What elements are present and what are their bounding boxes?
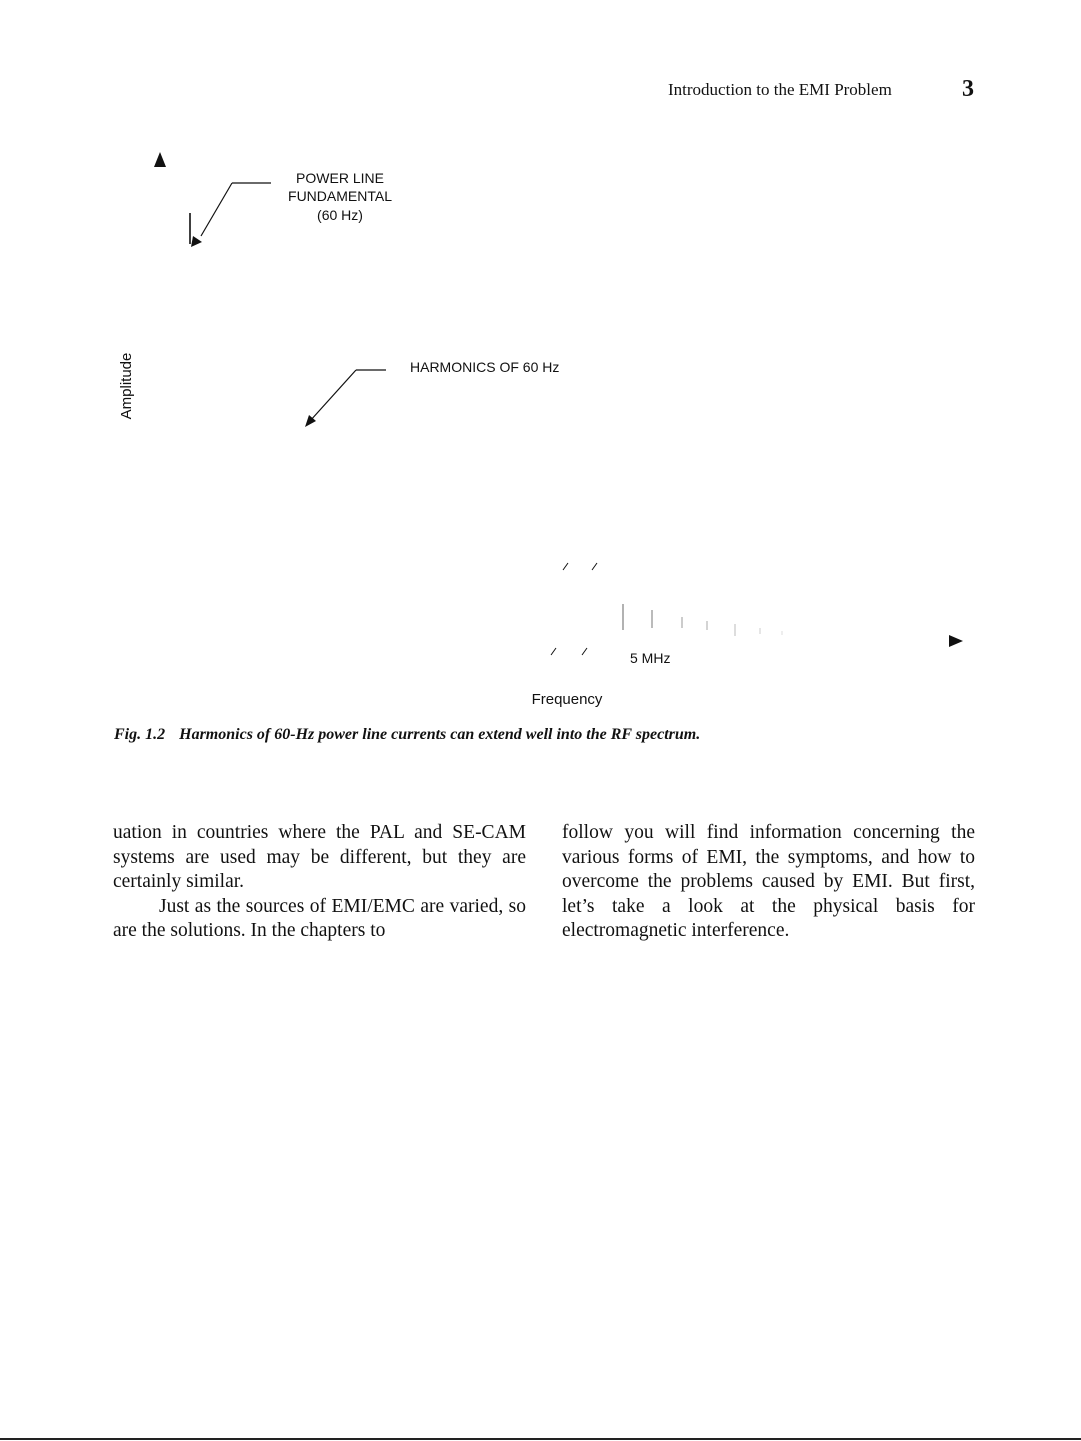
page-number: 3 <box>962 76 974 102</box>
harmonic-spectral-lines <box>623 604 782 636</box>
y-axis-arrowhead <box>154 152 166 167</box>
harmonics-label: HARMONICS OF 60 Hz <box>410 359 560 375</box>
left-text-column <box>113 821 526 944</box>
x-axis-arrowhead <box>949 635 963 647</box>
left-paragraph-2: Just as the sources of EMI/EMC are varied, so are the solutions. In the chapters to <box>113 895 526 941</box>
left-paragraph-1: uation in countries where the PAL and SE-CAM systems are used may be different, but they are certainly similar. <box>113 822 526 892</box>
right-text-column <box>562 821 975 944</box>
figure-caption <box>114 726 700 744</box>
fundamental-callout <box>190 170 392 247</box>
frequency-tick-label: 5 MHz <box>630 650 671 666</box>
figure-caption-text: Harmonics of 60-Hz power line currents can extend well into the RF spectrum. <box>179 726 701 743</box>
fundamental-label-line-3: (60 Hz) <box>317 207 363 223</box>
fundamental-label-line-1: POWER LINE <box>296 170 384 186</box>
axis-break-marks <box>551 563 597 655</box>
figure-caption-label: Fig. 1.2 <box>114 726 166 743</box>
running-title: Introduction to the EMI Problem <box>668 80 892 99</box>
x-axis-label: Frequency <box>531 691 603 708</box>
right-paragraph-1: follow you will find information concerning the various forms of EMI, the symptoms, and how to overcome the problems caused by EMI. But first, let’s take a look at the physical basis for electromagnetic interference. <box>562 822 975 941</box>
page-bottom-rule <box>0 1438 1081 1440</box>
y-axis-label: Amplitude <box>118 352 135 420</box>
harmonics-callout <box>305 359 559 427</box>
fundamental-label-line-2: FUNDAMENTAL <box>288 188 392 204</box>
harmonics-figure <box>0 0 1081 720</box>
